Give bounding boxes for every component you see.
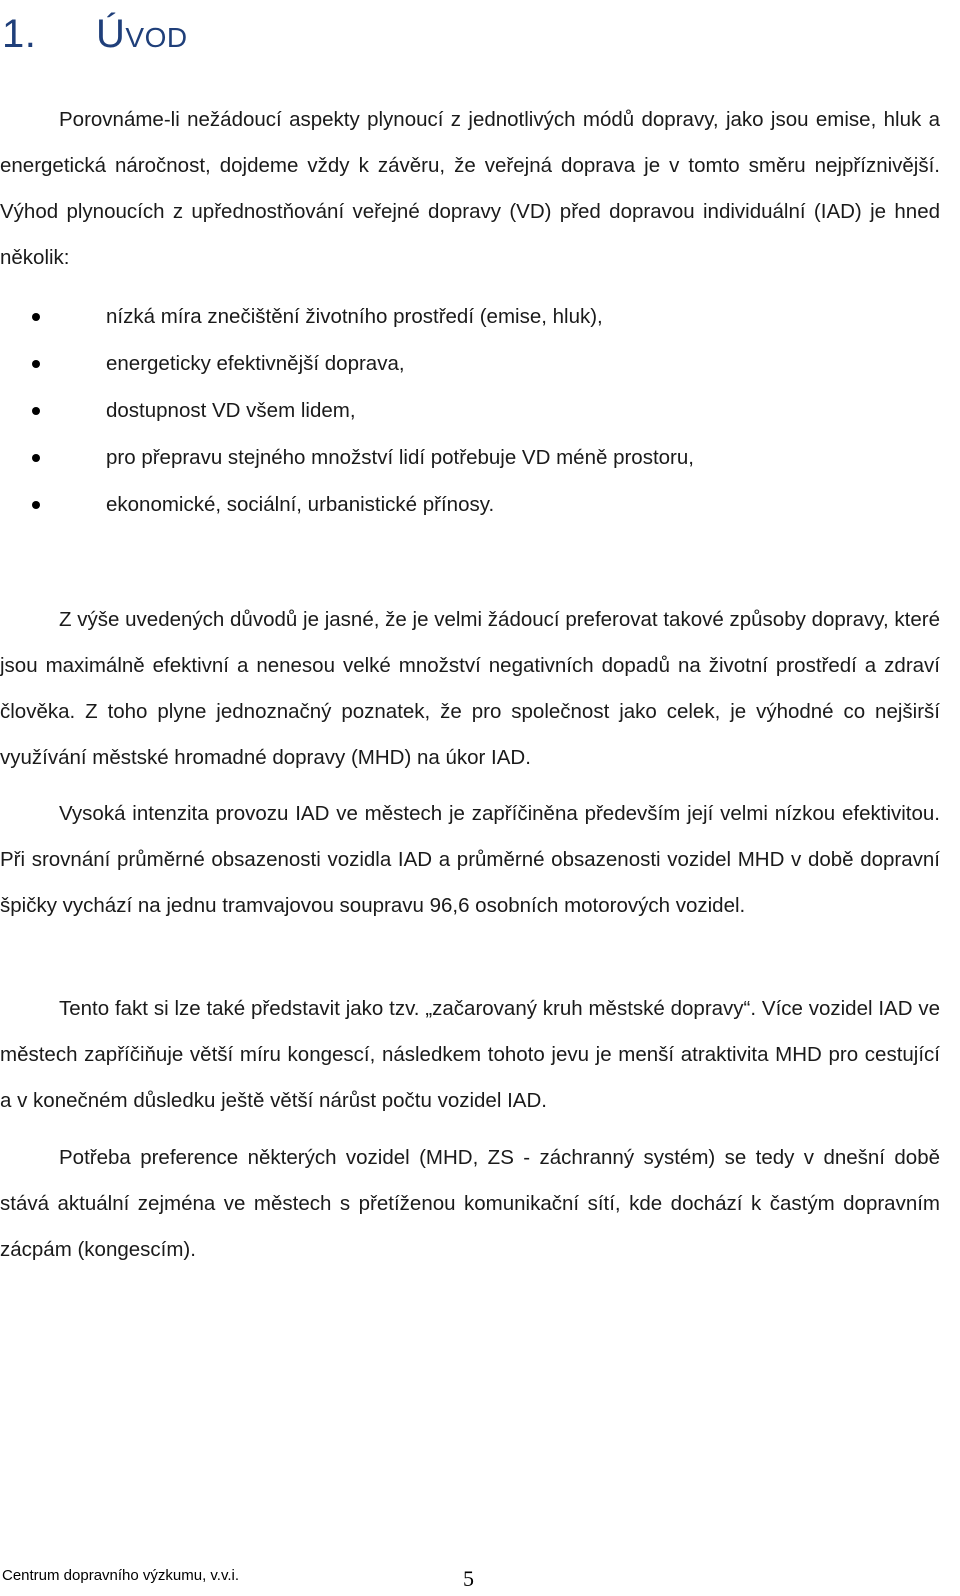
paragraph-intensity: Vysoká intenzita provozu IAD ve městech je zapříčiněna především její velmi nízkou efektivitou. Při srovnání průměrné obsazenosti vozidla IAD a průměrné obsazenosti vozidel MHD v době dopravní špičky vychází na jednu tramvajovou soupravu 96,6 osobních motorových vozidel. xyxy=(0,802,940,917)
list-item xyxy=(0,293,940,340)
list-item-text: energeticky efektivnější doprava, xyxy=(106,352,405,375)
section-number: 1. xyxy=(2,12,37,56)
bullet-icon xyxy=(32,501,40,509)
page-number: 5 xyxy=(463,1566,474,1591)
bullet-icon xyxy=(32,313,40,321)
paragraph-reasons: Z výše uvedených důvodů je jasné, že je velmi žádoucí preferovat takové způsoby dopravy, které jsou maximálně efektivní a nenesou velké množství negativních dopadů na životní prostředí a zdraví člověka. Z toho plyne jednoznačný poznatek, že pro společnost jako celek, je výhodné co nejširší využívání městské hromadné dopravy (MHD) na úkor IAD. xyxy=(0,608,940,769)
footer-organization: Centrum dopravního výzkumu, v.v.i. xyxy=(2,1567,240,1584)
section-heading xyxy=(2,12,188,57)
intro-paragraph: Porovnáme-li nežádoucí aspekty plynoucí z jednotlivých módů dopravy, jako jsou emise, hluk a energetická náročnost, dojdeme vždy k závěru, že veřejná doprava je v tomto směru nejpříznivější. Výhod plynoucích z upřednostňování veřejné dopravy (VD) před dopravou individuální (IAD) je hned několik: xyxy=(0,108,940,269)
list-item-text: dostupnost VD všem lidem, xyxy=(106,399,356,422)
paragraph-preference: Potřeba preference některých vozidel (MHD, ZS - záchranný systém) se tedy v dnešní době stává aktuální zejména ve městech s přetíženou komunikační sítí, kde dochází k častým dopravním zácpám (kongescím). xyxy=(0,1146,940,1261)
bullet-icon xyxy=(32,407,40,415)
bullet-icon xyxy=(32,454,40,462)
paragraph-vicious-circle: Tento fakt si lze také představit jako tzv. „začarovaný kruh městské dopravy“. Více vozidel IAD ve městech zapříčiňuje větší míru kongescí, následkem tohoto jevu je menší atraktivita MHD pro cestující a v konečném důsledku ještě větší nárůst počtu vozidel IAD. xyxy=(0,997,940,1112)
list-item xyxy=(0,434,940,481)
list-item-text: pro přepravu stejného množství lidí potřebuje VD méně prostoru, xyxy=(106,446,694,469)
bullet-icon xyxy=(32,360,40,368)
list-item-text: nízká míra znečištění životního prostředí (emise, hluk), xyxy=(106,305,603,328)
benefits-list xyxy=(0,293,940,528)
list-item xyxy=(0,481,940,528)
list-item xyxy=(0,340,940,387)
section-title: Úvod xyxy=(96,12,188,56)
list-item-text: ekonomické, sociální, urbanistické přínosy. xyxy=(106,493,495,516)
list-item xyxy=(0,387,940,434)
